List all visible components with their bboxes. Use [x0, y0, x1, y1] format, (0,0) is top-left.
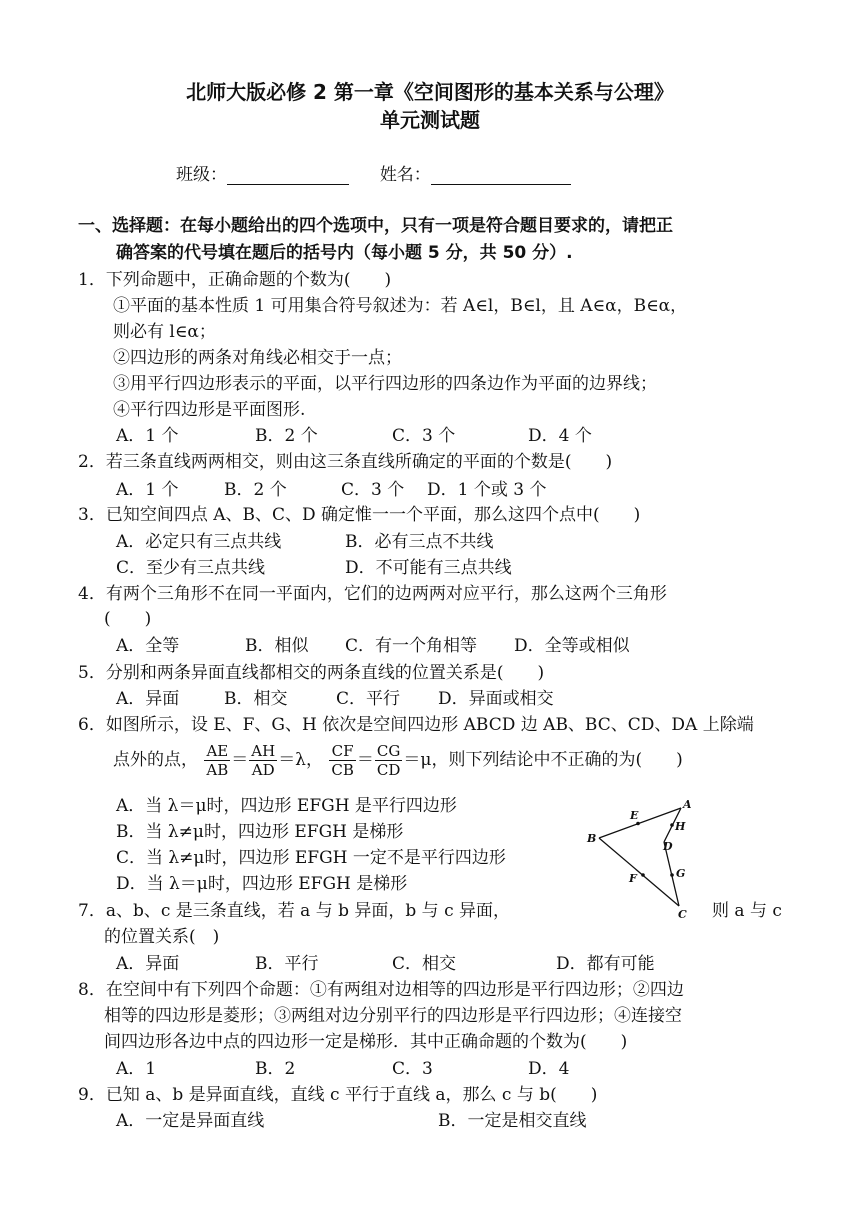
question-7-option-a[interactable]: A．异面 [116, 954, 180, 974]
fraction-ae-numerator: AE [204, 742, 230, 761]
label-a: A [683, 798, 692, 811]
question-1-stem: 1．下列命题中，正确命题的个数为( ) [78, 270, 392, 290]
question-8-stem: 8．在空间中有下列四个命题：①有两组对边相等的四边形是平行四边形；②四边 [78, 980, 684, 1000]
question-8-option-a[interactable]: A．1 [116, 1059, 157, 1079]
question-6-option-a[interactable]: A．当 λ＝μ时，四边形 EFGH 是平行四边形 [116, 796, 457, 816]
question-1-statement-1-cont: 则必有 l∈α； [113, 322, 216, 342]
question-5-option-c[interactable]: C．平行 [336, 689, 401, 709]
question-2-option-d[interactable]: D．1 个或 3 个 [427, 480, 547, 500]
question-6-option-d[interactable]: D．当 λ＝μ时，四边形 EFGH 是梯形 [116, 874, 408, 894]
question-2-option-a[interactable]: A．1 个 [116, 480, 179, 500]
label-f: F [629, 872, 637, 885]
question-3-stem: 3．已知空间四点 A、B、C、D 确定惟一一个平面，那么这四个点中( ) [78, 505, 641, 525]
point-f [641, 873, 645, 877]
label-d: D [663, 840, 673, 853]
question-7-option-c[interactable]: C．相交 [392, 954, 457, 974]
mu-equation: ＝μ，则下列结论中不正确的为( ) [403, 750, 683, 770]
exam-title: 北师大版必修 2 第一章《空间图形的基本关系与公理》 [186, 80, 674, 104]
label-e: E [630, 809, 639, 822]
question-7-stem-cont: 的位置关系( ) [104, 927, 220, 947]
question-5-stem: 5．分别和两条异面直线都相交的两条直线的位置关系是( ) [78, 663, 545, 683]
question-8-option-d[interactable]: D．4 [528, 1059, 570, 1079]
point-h [670, 823, 674, 827]
spatial-quadrilateral-figure [586, 796, 696, 920]
name-label: 姓名： [379, 165, 431, 185]
name-blank[interactable] [431, 166, 571, 185]
question-5-option-d[interactable]: D．异面或相交 [438, 689, 554, 709]
class-blank[interactable] [227, 166, 349, 185]
question-6-stem-prefix: 点外的点， [113, 750, 198, 770]
question-3-option-a[interactable]: A．必定只有三点共线 [116, 532, 282, 552]
question-5-option-b[interactable]: B．相交 [224, 689, 288, 709]
question-7-option-d[interactable]: D．都有可能 [556, 954, 655, 974]
question-7-stem: 7．a、b、c 是三条直线，若 a 与 b 异面，b 与 c 异面， [78, 901, 511, 921]
lambda-equation: ＝λ， [278, 750, 323, 770]
fraction-ad-denominator: AD [251, 761, 275, 779]
question-1-option-d[interactable]: D．4 个 [528, 426, 592, 446]
question-4-option-d[interactable]: D．全等或相似 [514, 636, 630, 656]
question-9-stem: 9．已知 a、b 是异面直线，直线 c 平行于直线 a，那么 c 与 b( ) [78, 1085, 598, 1105]
question-4-option-b[interactable]: B．相似 [245, 636, 309, 656]
label-b: B [587, 832, 597, 845]
question-3-option-d[interactable]: D．不可能有三点共线 [345, 558, 512, 578]
fraction-cb-denominator: CB [331, 761, 354, 779]
student-info [176, 160, 571, 185]
fraction-ah-numerator: AH [251, 742, 276, 760]
question-5-option-a[interactable]: A．异面 [116, 689, 180, 709]
question-2-stem: 2．若三条直线两两相交，则由这三条直线所确定的平面的个数是( ) [78, 452, 613, 472]
question-7-stem-right: 则 a 与 c [712, 901, 782, 921]
question-3-option-c[interactable]: C．至少有三点共线 [116, 558, 266, 578]
question-8-stem-cont-2: 间四边形各边中点的四边形一定是梯形．其中正确命题的个数为( ) [104, 1032, 628, 1052]
question-1-option-c[interactable]: C．3 个 [392, 426, 456, 446]
question-7-option-b[interactable]: B．平行 [255, 954, 319, 974]
question-9-option-a[interactable]: A．一定是异面直线 [116, 1111, 265, 1131]
question-4-stem-cont: ( ) [104, 609, 152, 629]
point-e [636, 822, 640, 826]
question-4-stem: 4．有两个三角形不在同一平面内，它们的边两两对应平行，那么这两个三角形 [78, 584, 667, 604]
point-g [670, 873, 674, 877]
question-2-option-b[interactable]: B．2 个 [224, 480, 287, 500]
label-g: G [676, 867, 686, 880]
question-8-option-b[interactable]: B．2 [255, 1059, 296, 1079]
question-6-stem-cont: 点外的点， $\frac{AE}{AB}$ ＝ $\frac{AH}{AD}$ ＝λ， $\frac{CF}{CB}$ ＝ $\frac{CG}{CD}$ ＝μ，则下列结论中不正确的为( ) [113, 742, 683, 779]
question-8-stem-cont-1: 相等的四边形是菱形；③两组对边分别平行的四边形是平行四边形；④连接空 [104, 1006, 682, 1026]
fraction-ab-denominator: AB [206, 761, 229, 779]
question-4-option-c[interactable]: C．有一个角相等 [345, 636, 478, 656]
exam-subtitle: 单元测试题 [380, 108, 480, 132]
section-heading-cont: 确答案的代号填在题后的括号内（每小题 5 分，共 50 分）. [116, 243, 573, 263]
question-1-statement-3: ③用平行四边形表示的平面，以平行四边形的四条边作为平面的边界线； [113, 374, 657, 394]
fraction-cf-cb [329, 742, 356, 779]
question-1-option-a[interactable]: A．1 个 [116, 426, 179, 446]
question-1-option-b[interactable]: B．2 个 [255, 426, 318, 446]
question-6-option-c[interactable]: C．当 λ≠μ时，四边形 EFGH 一定不是平行四边形 [116, 848, 506, 868]
label-c: C [678, 908, 687, 920]
question-8-option-c[interactable]: C．3 [392, 1059, 433, 1079]
question-6-stem: 6．如图所示，设 E、F、G、H 依次是空间四边形 ABCD 边 AB、BC、CD、DA 上除端 [78, 715, 754, 735]
question-1-statement-2: ②四边形的两条对角线必相交于一点； [113, 348, 402, 368]
fraction-cg-numerator: CG [375, 742, 403, 761]
section-heading: 一、选择题：在每小题给出的四个选项中，只有一项是符合题目要求的，请把正 [78, 216, 673, 236]
label-h: H [675, 820, 686, 833]
question-1-statement-4: ④平行四边形是平面图形. [113, 400, 306, 420]
class-label: 班级： [176, 165, 227, 185]
question-1-statement-1: ①平面的基本性质 1 可用集合符号叙述为：若 A∈l，B∈l，且 A∈α，B∈α， [113, 296, 688, 316]
fraction-cg-cd [375, 742, 403, 779]
question-2-option-c[interactable]: C．3 个 [341, 480, 405, 500]
question-4-option-a[interactable]: A．全等 [116, 636, 180, 656]
fraction-cf-numerator: CF [329, 742, 356, 761]
fraction-cd-denominator: CD [376, 761, 401, 779]
fraction-ae-ab [204, 742, 230, 779]
question-9-option-b[interactable]: B．一定是相交直线 [438, 1111, 587, 1131]
question-3-option-b[interactable]: B．必有三点不共线 [345, 532, 494, 552]
question-6-option-b[interactable]: B．当 λ≠μ时，四边形 EFGH 是梯形 [116, 822, 404, 842]
fraction-ah-ad [249, 742, 277, 779]
